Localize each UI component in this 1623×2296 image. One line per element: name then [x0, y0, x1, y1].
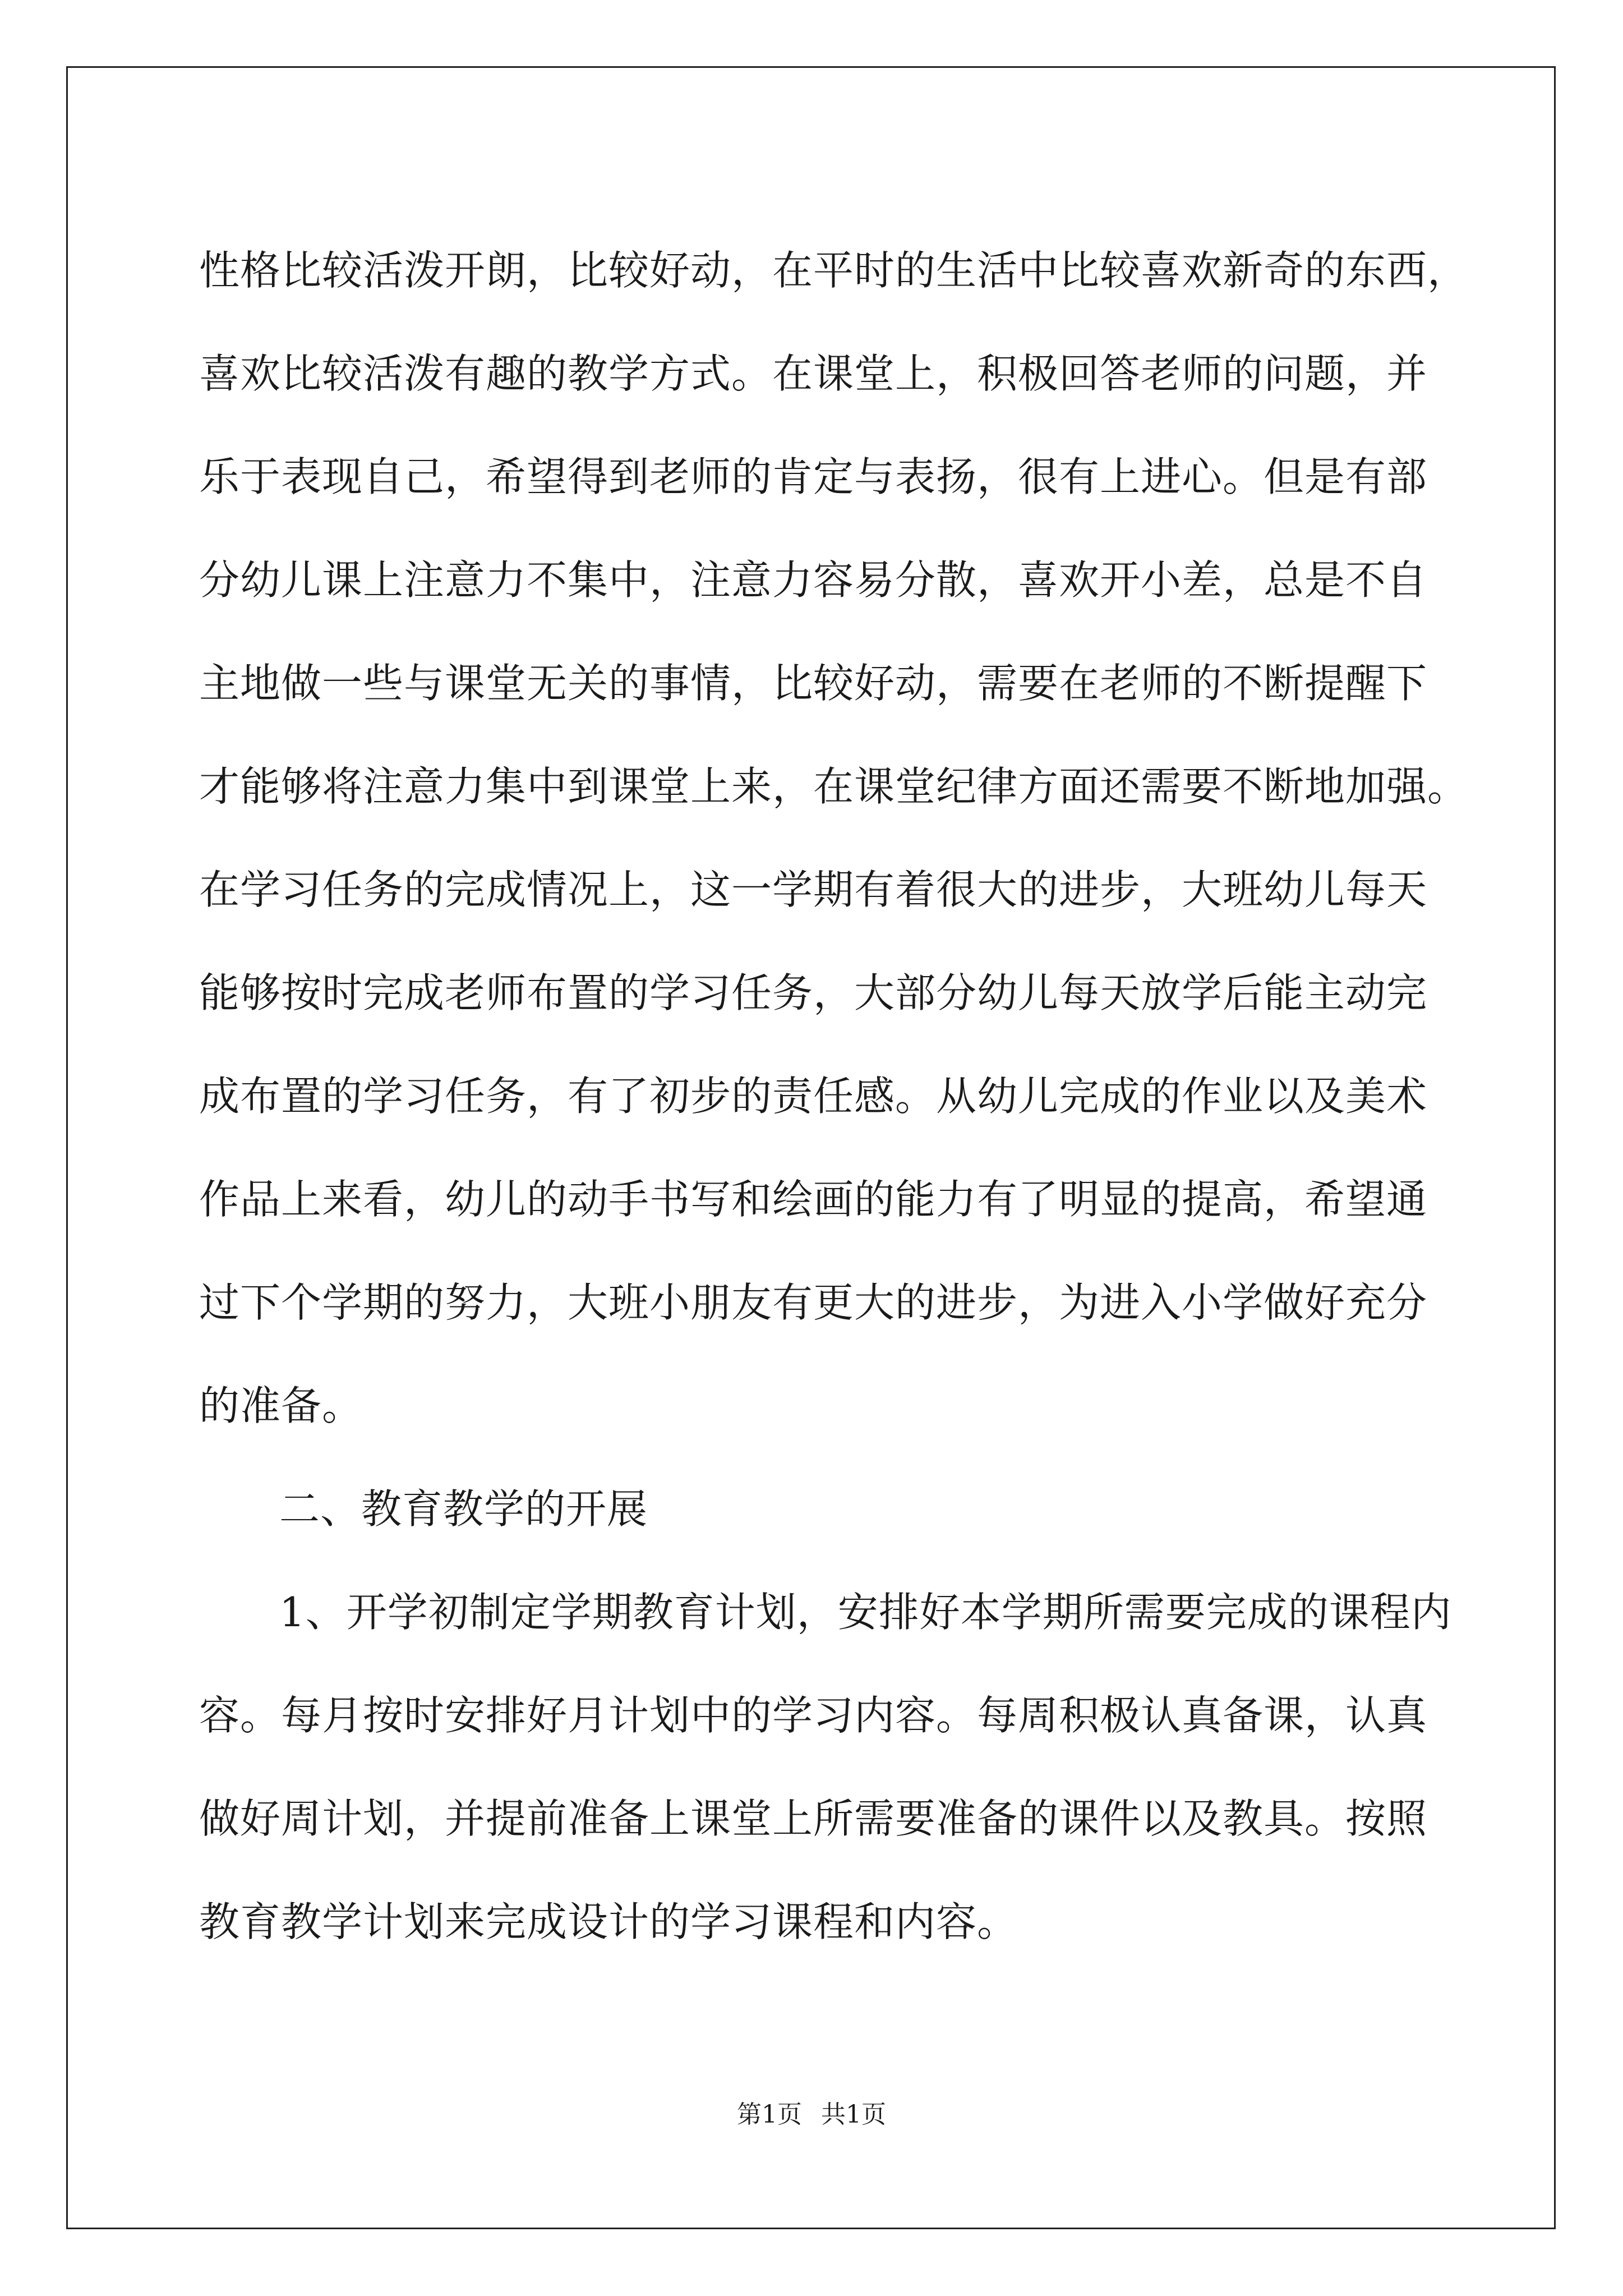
body-line: 容。每月按时安排好月计划中的学习内容。每周积极认真备课，认真 [199, 1692, 1428, 1739]
body-line: 才能够将注意力集中到课堂上来，在课堂纪律方面还需要不断地加强。 [199, 763, 1469, 810]
page-footer [0, 2098, 1623, 2132]
body-line: 1、开学初制定学期教育计划，安排好本学期所需要完成的课程内 [279, 1589, 1452, 1636]
body-line: 的准备。 [199, 1382, 363, 1429]
body-line: 教育教学计划来完成设计的学习课程和内容。 [199, 1898, 1018, 1945]
page-number: 第1页 [737, 2100, 802, 2129]
body-line: 做好周计划，并提前准备上课堂上所需要准备的课件以及教具。按照 [199, 1795, 1428, 1842]
body-line: 作品上来看，幼儿的动手书写和绘画的能力有了明显的提高，希望通 [199, 1176, 1428, 1223]
body-line: 在学习任务的完成情况上，这一学期有着很大的进步，大班幼儿每天 [199, 866, 1428, 913]
body-line: 喜欢比较活泼有趣的教学方式。在课堂上，积极回答老师的问题，并 [199, 350, 1428, 397]
body-line: 能够按时完成老师布置的学习任务，大部分幼儿每天放学后能主动完 [199, 969, 1428, 1016]
document-body [199, 219, 1469, 1973]
page-total: 共1页 [821, 2100, 886, 2129]
section-heading: 二、教育教学的开展 [279, 1485, 648, 1533]
body-line: 过下个学期的努力，大班小朋友有更大的进步，为进入小学做好充分 [199, 1279, 1428, 1326]
body-line: 乐于表现自己，希望得到老师的肯定与表扬，很有上进心。但是有部 [199, 453, 1428, 500]
body-line: 分幼儿课上注意力不集中，注意力容易分散，喜欢开小差，总是不自 [199, 556, 1428, 604]
body-line: 性格比较活泼开朗，比较好动，在平时的生活中比较喜欢新奇的东西， [199, 247, 1469, 294]
body-line: 主地做一些与课堂无关的事情，比较好动，需要在老师的不断提醒下 [199, 660, 1428, 707]
body-line: 成布置的学习任务，有了初步的责任感。从幼儿完成的作业以及美术 [199, 1073, 1428, 1120]
